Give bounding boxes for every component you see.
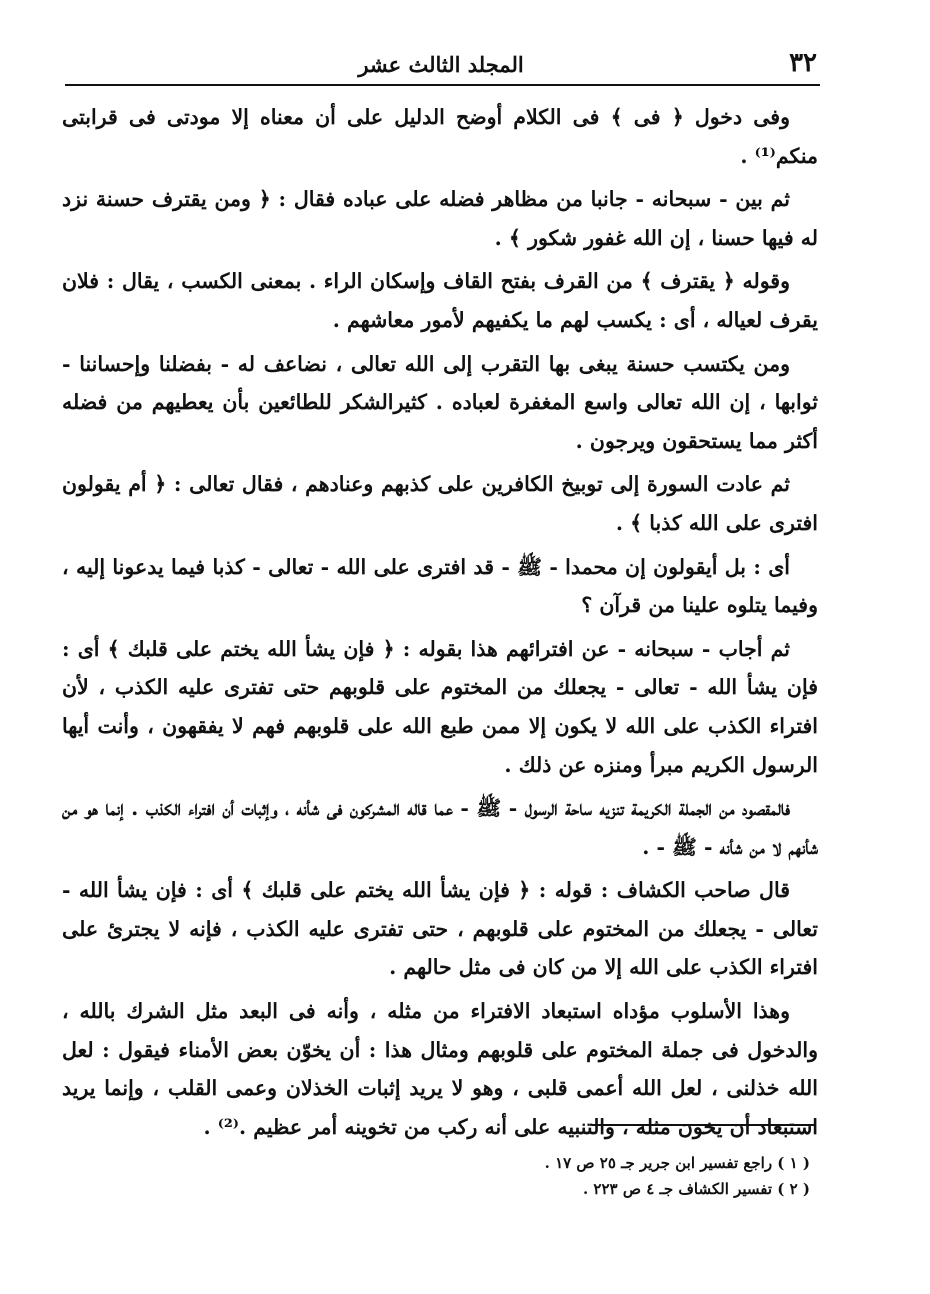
page-header xyxy=(65,44,817,82)
footnote: ( ٢ ) تفسير الكشاف جـ ٤ ص ٢٢٣ . xyxy=(582,1180,810,1198)
paragraph xyxy=(62,345,818,461)
paragraph-text: وقوله ﴿ يقترف ﴾ من القرف بفتح القاف وإسكان الراء . بمعنى الكسب ، يقال : فلان يقرف لعياله ، أى : يكسب لهم ما يكفيهم لأمور معاشهم . xyxy=(62,269,818,332)
header-rule xyxy=(65,84,820,86)
paragraph-text: قال صاحب الكشاف : قوله : ﴿ فإن يشأ الله يختم على قلبك ﴾ أى : فإن يشأ الله - تعالى - يجعلك من المختوم على قلوبهم ، حتى تفترى عليه الكذب ، فإنه لا يجترئ على افتراء الكذب على الله إلا من كان فى مثل حالهم . xyxy=(62,878,818,980)
paragraph xyxy=(62,630,818,784)
running-title: المجلد الثالث عشر xyxy=(358,52,524,77)
paragraph-text: أى : بل أيقولون إن محمدا - ﷺ - قد افترى على الله - تعالى - كذبا فيما يدعونا إليه ، وفيما يتلوه علينا من قرآن ؟ xyxy=(62,554,818,618)
paragraph xyxy=(62,262,818,339)
paragraph-text: وفى دخول ﴿ فى ﴾ فى الكلام أوضح الدليل على أن معناه إلا مودتى فى قرابتى منكم⁽¹⁾ . xyxy=(62,105,818,168)
footnote: ( ١ ) راجع تفسير ابن جرير جـ ٢٥ ص ١٧ . xyxy=(544,1154,810,1172)
paragraph xyxy=(62,180,818,257)
body-text xyxy=(62,98,818,1151)
paragraph xyxy=(62,548,818,625)
paragraph-text: ثم بين - سبحانه - جانبا من مظاهر فضله على عباده فقال : ﴿ ومن يقترف حسنة نزد له فيها حسنا ، إن الله غفور شكور ﴾ . xyxy=(62,187,818,250)
paragraph-text: فالمقصود من الجملة الكريمة تنزيه ساحة الرسول - ﷺ - عما قاله المشركون فى شأنه ، وإثبات أن افتراء الكذب . إنما هو من شأنهم لا من شأنه - ﷺ - . xyxy=(62,796,818,859)
page-number: ٣٢ xyxy=(789,48,817,78)
paragraph xyxy=(62,98,818,175)
paragraph-text: ثم أجاب - سبحانه - عن افترائهم هذا بقوله : ﴿ فإن يشأ الله يختم على قلبك ﴾ أى : فإن يشأ الله - تعالى - يجعلك من المختوم على قلوبهم حتى تفترى عليه الكذب ، لأن افتراء الكذب على الله لا يكون إلا ممن طبع الله على قلوبهم فهم لا يفقهون ، وأنت أيها الرسول الكريم مبرأ ومنزه عن ذلك . xyxy=(62,636,818,777)
paragraph xyxy=(62,789,818,866)
paragraph-text: ثم عادت السورة إلى توبيخ الكافرين على كذبهم وعنادهم ، فقال تعالى : ﴿ أم يقولون افترى على الله كذبا ﴾ . xyxy=(62,472,818,535)
paragraph-text: وهذا الأسلوب مؤداه استبعاد الافتراء من مثله ، وأنه فى البعد مثل الشرك بالله ، والدخول فى جملة المختوم على قلوبهم ومثال هذا : أن يخوّن بعض الأمناء فيقول : لعل الله خذلنى ، لعل الله أعمى قلبى ، وهو لا يريد إثبات الخذلان وعمى القلب ، وإنما يريد استبعاد أن يخون مثله ، والتنبيه على أنه ركب من تخوينه أمر عظيم .⁽²⁾ . xyxy=(62,999,818,1139)
footnote-rule xyxy=(592,1124,816,1126)
paragraph xyxy=(62,871,818,987)
paragraph xyxy=(62,465,818,542)
paragraph-text: ومن يكتسب حسنة يبغى بها التقرب إلى الله تعالى ، نضاعف له - بفضلنا وإحساننا - ثوابها ، إن الله تعالى واسع المغفرة لعباده . كثيرالشكر للطائعين بأن يعطيهم من فضله أكثر مما يستحقون ويرجون . xyxy=(62,351,818,453)
footnotes xyxy=(300,1150,810,1202)
